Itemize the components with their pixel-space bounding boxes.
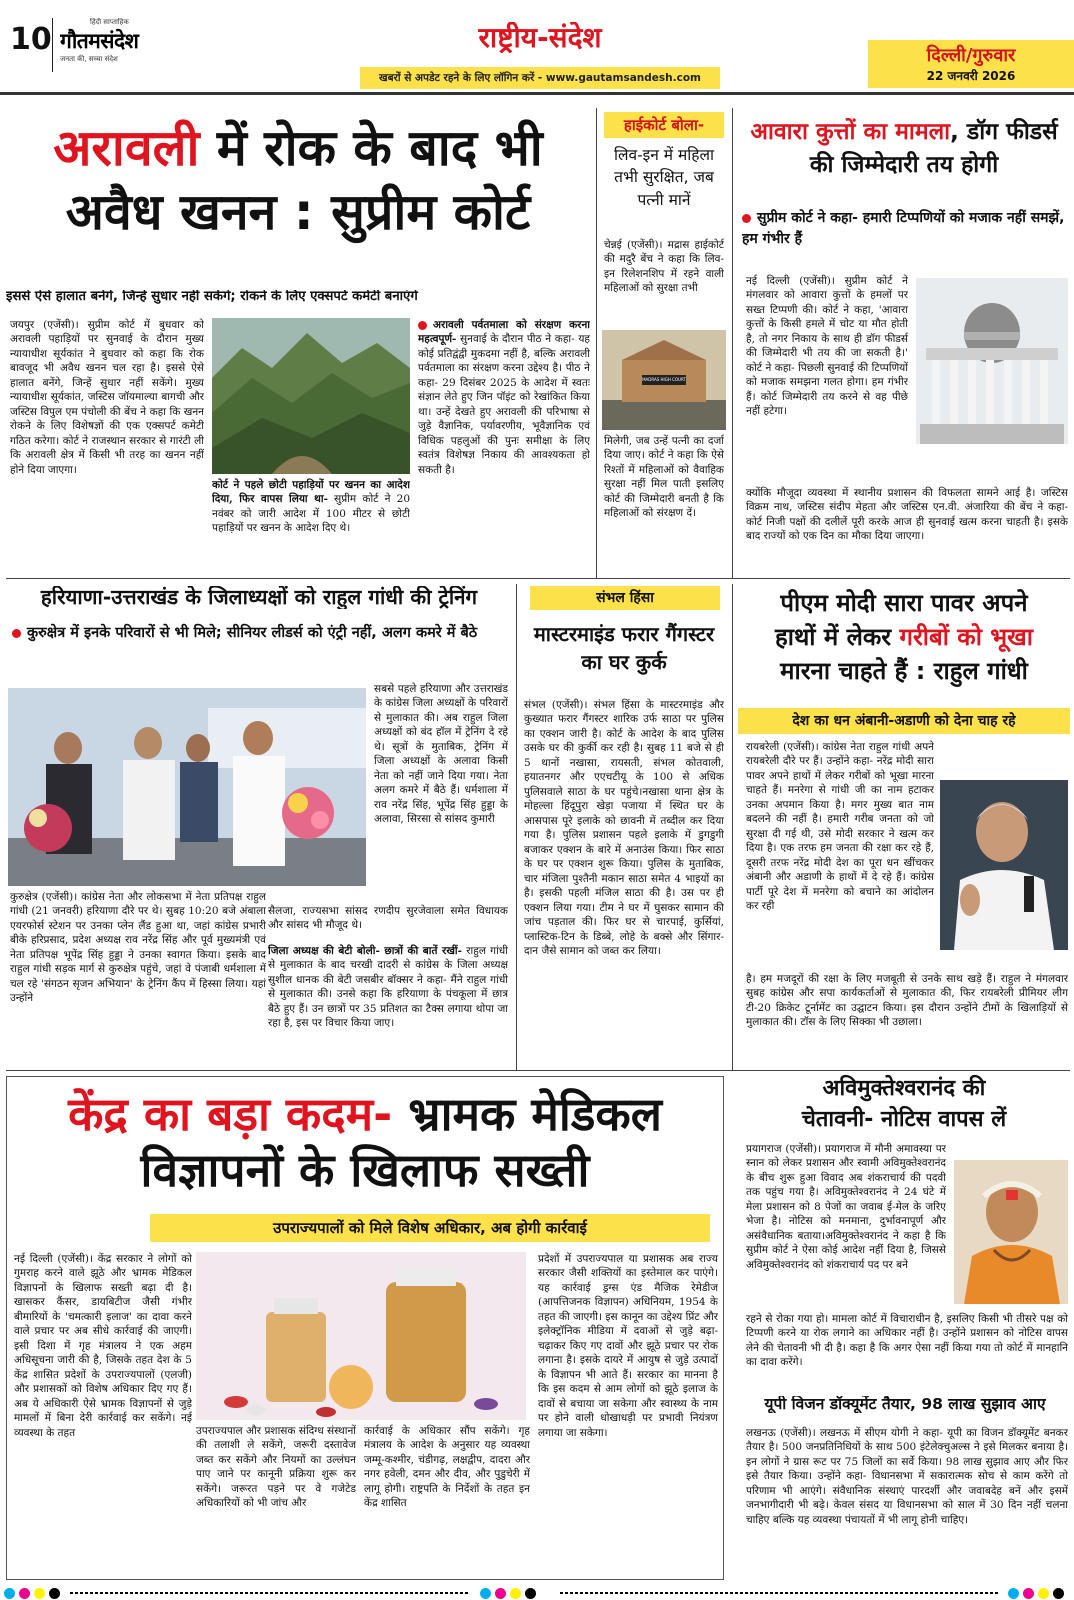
aravali-hills-photo — [212, 318, 410, 474]
supreme-court-photo — [916, 278, 1068, 444]
avimukt-headline-1: अविमुक्तेश्वरानंद की — [822, 1076, 986, 1101]
section-rule — [6, 1070, 1070, 1071]
aravali-caption-bold: कोर्ट ने पहले छोटी पहाड़ियों पर खनन का आदेश दिया, फिर वापस लिया था- — [212, 479, 410, 506]
registration-mark-icon — [1008, 1586, 1064, 1600]
col-rule — [516, 584, 517, 1070]
saint-portrait-icon — [954, 1160, 1068, 1304]
ads-headline — [10, 1086, 720, 1198]
livein-body1: चेन्नई (एजेंसी)। मद्रास हाईकोर्ट की मदुरै बेंच ने कहा कि लिव-इन रिलेशनशिप में रहने वाली महिलाओं को सुरक्षा तभी — [604, 239, 724, 295]
rahul-training-sub-text: राहुल गांधी से मुलाकात के बाद चरखी दादरी से कांग्रेस के जिला अध्यक्ष सुशील धानक की बेटी जसबीर बॉक्सर ने कहा- मैंने राहुल गांधी से मुलाकात की। उनसे कहा कि हरियाणा के पंचकूला में छात्र बैठे हुए हैं। उन छात्रों पर 35 प्रतिशत का टैक्स लगाया थोपा जा रहा है, इस पर विचार किया जाए। — [268, 945, 508, 1030]
rahul-training-sub — [268, 944, 508, 1066]
aravali-caption — [212, 478, 410, 566]
date: 22 जनवरी 2026 — [926, 69, 1016, 83]
aravali-col3-text: सुनवाई के दौरान पीठ ने कहा- यह कोई प्रतिद्वंद्वी मुकदमा नहीं है, बल्कि अरावली पर्वतमाला का संरक्षण करना उद्देश्य है। पीठ ने कहा- 29 दिसंबर 2025 के आदेश में स्वतः संज्ञान लेते हुए जिन पॉइंट को रेखांकित किया था। उन्हें देखते हुए अरावली की परिभाषा से जुड़े वैज्ञानिक, पर्यावरणीय, भूवैज्ञानिक एवं विधिक पहलुओं की पुनः समीक्षा के लिए स्वतंत्र विशेषज्ञ निकाय की आवश्यकता हो सकती है। — [418, 333, 590, 476]
avimukt-headline — [738, 1074, 1070, 1136]
rahul-training-mid: सैलजा, राज्यसभा सांसद रणदीप सुरजेवाला समेत विधायक और सांसद भी मौजूद थे। — [268, 905, 508, 932]
footer-rule — [560, 1592, 1000, 1594]
aravali-subhead: इससे ऐसे हालात बनेंगे, जिन्हें सुधार नहीं सकेंगे; रोकने के लिए एक्सपर्ट कमेटी बनाएंगे — [6, 290, 418, 304]
modi-headline-2a: हाथों में लेकर — [775, 623, 900, 652]
aravali-caption-rest: सुप्रीम कोर्ट ने 20 नवंबर को जारी आदेश में 100 मीटर से छोटी पहाड़ियों पर खनन के आदेश दिए थे। — [212, 493, 410, 535]
masthead-rule — [0, 92, 1074, 95]
modi-body2: है। हम मजदूरों की रक्षा के लिए मजबूती से उनके साथ खड़े हैं। राहुल ने मंगलवार सुबह कांग्रेस और सपा कार्यकर्ताओं से मुलाकात की, फिर रायबरेली प्रीमियर लीग टी-20 क्रिकेट टूर्नामेंट का उद्घाटन किया। इस दौरान उन्होंने टीमों के खिलाड़ियों से मुलाकात की। टॉस के लिए सिक्का भी उछाला। — [746, 973, 1068, 1029]
city-day: दिल्ली/गुरुवार — [926, 45, 1016, 66]
aravali-col1: जयपुर (एजेंसी)। सुप्रीम कोर्ट में बुधवार को अरावली पहाड़ियों पर सुनवाई के दौरान मुख्य न्यायाधीश सूर्यकांत ने बुधवार को कहा कि रोक बावजूद भी अवैध खनन चल रहा है। इससे ऐसे हालात बनेंगे, जिन्हें सुधार नहीं सकेंगे। मुख्य न्यायाधीश सूर्यकांत, जस्टिस जॉयमाल्या बागची और जस्टिस विपुल एम पंचोली की बेंच ने कहा कि खनन रोकने के लिए विशेषज्ञों की एक एक्सपर्ट कमेटी गठित करेगा। कोर्ट ने राजस्थान सरकार से गारंटी ली कि अरावली क्षेत्र में किसी भी तरह का खनन नहीं होने दिया जाएगा। — [10, 319, 204, 476]
logo-text: गौतमसंदेश — [60, 29, 139, 53]
modi-body1: रायबरेली (एजेंसी)। कांग्रेस नेता राहुल गांधी अपने रायबरेली दौरे पर हैं। उन्होंने कहा- नरेंद्र मोदी सारा पावर अपने हाथों में लेकर गरीबों को भूखा मारना चाहते हैं। मनरेगा से गांधी जी का नाम हटाकर उनका अपमान किया है। मगर मुख्य बात नाम बदलने की नहीं है। हमारी गरीब जनता को जो सुरक्षा दी गई थी, उसे मोदी सरकार ने खत्म कर दिया है। एक तरफ हम जनता की रक्षा कर रहे हैं, दूसरी तरफ नरेंद्र मोदी देश का पूरा धन खींचकर अंबानी और अडाणी के हाथों में दे रहे हैं। कांग्रेस पार्टी पूरे देश में मनरेगा को बचाने का आंदोलन कर रही — [746, 741, 934, 913]
sambhal-body: संभल (एजेंसी)। संभल हिंसा के मास्टरमाइंड और कुख्यात फरार गैंगस्टर शारिक उर्फ साठा पर पुलिस का एक्शन जारी है। कोर्ट के आदेश के बाद पुलिस उसके घर की कुर्की कर रही है। सुबह 11 बजे से ही 5 थानों नखासा, रायसती, संभल कोतवाली, हयातनगर और एएचटीयू के 100 से अधिक पुलिसवाले साठा के घर पहुंचे।नखासा थाना क्षेत्र के मोहल्ला हिंदूपुरा खेड़ा पजाया में स्थित घर के आसपास पूरे इलाके को छावनी में तब्दील कर दिया गया है। पुलिस प्रशासन पहले इलाके में डुगडुगी बजाकर एक्शन के बारे में अनाउंस किया। फिर साठा के घर पर एक्शन शुरू किया। पुलिस के मुताबिक, चार मंजिला पुश्तैनी मकान साठा समेत 4 भाइयों का है। इसकी पहली मंजिल साठा की है। उस पर ही एक्शन लिया गया। टीम ने घर में घुसकर सामान की जांच पड़ताल की। फिर घर से चारपाई, कुर्सियां, प्लास्टिक-टिन के डिब्बे, लोहे के बक्से और सिंगार-दान जैसे सामान को जब्त कर लिया। — [524, 699, 724, 958]
avimukteshwaranand-photo — [954, 1160, 1068, 1304]
registration-mark-icon — [480, 1586, 536, 1600]
supreme-court-icon — [916, 278, 1068, 444]
ads-headline-2: विज्ञापनों के खिलाफ सख्ती — [140, 1143, 590, 1198]
aravali-headline-2: अवैध खनन : सुप्रीम कोर्ट — [65, 183, 531, 241]
modi-headline-1: पीएम मोदी सारा पावर अपने — [780, 589, 1028, 617]
ads-col4: प्रदेशों में उपराज्यपाल या प्रशासक अब राज्य सरकार जैसी शक्तियों का इस्तेमाल कर पाएंगे। यह कार्रवाई ड्रग्स एंड मैजिक रेमेडीज (आपत्तिजनक विज्ञापन) अधिनियम, 1954 के तहत की जाएगी। इस कानून का उद्देश्य प्रिंट और इलेक्ट्रॉनिक मीडिया में दवाओं से जुड़े बढ़ा-चढ़ाकर किए गए दावों और झूठे प्रचार पर रोक लगाना है। इसके दायरे में आयुष से जुड़े उत्पादों के विज्ञापन भी आते हैं। सरकार का मानना है कि इस कदम से आम लोगों को झूठे इलाज के दावों से बचाया जा सकेगा और स्वास्थ्य के नाम पर होने वाली धोखाधड़ी पर प्रभावी नियंत्रण लगाया जा सकेगा। — [538, 1253, 718, 1439]
livein-body2: मिलेगी, जब उन्हें पत्नी का दर्जा दिया जाए। कोर्ट ने कहा कि ऐसे रिश्तों में महिलाओं को वैवाहिक सुरक्षा नहीं मिल पाती इसलिए कोर्ट की जिम्मेदारी बनती है कि महिलाओं को संरक्षण दें। — [604, 435, 724, 520]
sambhal-headline: मास्टरमाइंड फरार गैंगस्टर का घर कुर्क — [533, 622, 715, 675]
bullet-dot-icon — [12, 625, 27, 641]
rahul-welcome-photo — [8, 688, 366, 886]
speaker-photo-icon — [940, 780, 1068, 950]
ticker[interactable]: खबरों से अपडेट रहने के लिए लॉगिन करें - www.gautamsandesh.com — [360, 67, 720, 89]
aravali-headline — [6, 116, 590, 244]
ads-headline-red: केंद्र का बड़ा कदम- — [68, 1087, 393, 1141]
col-rule — [732, 108, 733, 578]
page-number: 10 — [10, 22, 52, 57]
dogs-body1: नई दिल्ली (एजेंसी)। सुप्रीम कोर्ट ने मंगलवार को आवारा कुत्तों के हमलों पर सख्त टिप्पणी की। कोर्ट ने कहा, 'आवारा कुत्तों के किसी हमले में चोट या मौत होती है, तो नगर निकाय के साथ ही डॉग फीडर्स की जिम्मेदारी भी तय की जा सकती है।' कोर्ट ने कहा- पिछली सुनवाई की टिप्पणियों को मजाक समझना गलत होगा। हम गंभीर हैं। कोर्ट जिम्मेदारी तय करने से वह पीछे नहीं हटेगा। — [746, 275, 908, 418]
section-rule — [6, 578, 1070, 579]
medicine-bottles-photo — [196, 1252, 526, 1420]
bullet-dot-icon — [742, 210, 757, 226]
bullet-dot-icon — [418, 319, 433, 331]
madras-high-court-photo — [602, 330, 726, 430]
logo-sub: जनता की, सच्चा संदेश — [60, 55, 118, 63]
crowd-photo-icon — [8, 688, 366, 886]
aravali-col3-bold: अरावली पर्वतमाला को संरक्षण करना महत्वपूर्ण- — [418, 319, 590, 346]
modi-headline — [738, 586, 1070, 688]
dogs-body2: क्योंकि मौजूदा व्यवस्था में स्थानीय प्रशासन की विफलता सामने आई है। जस्टिस विक्रम नाथ, जस्टिस संदीप मेहता और जस्टिस एन.वी. अंजारिया की बेंच ने कहा- कोर्ट निजी पक्षों की दलीलें पूरी करके आज ही सुनवाई खत्म करना चाहती है। इसके बाद राज्यों को एक दिन का मौका दिया जाएगा। — [746, 487, 1068, 543]
dogs-headline-rest: , डॉग फीडर्स की जिम्मेदारी तय होगी — [809, 119, 1058, 178]
avimukt-body2: रहने से रोका गया हो। मामला कोर्ट में विचाराधीन है, इसलिए किसी भी तीसरे पक्ष को टिप्पणी करने या रोक लगाने का अधिकार नहीं है। उन्होंने प्रशासन को नोटिस वापस लेने की चेतावनी भी दी है। कहा है कि अगर ऐसा नहीं किया गया तो कोर्ट में मानहानि का दावा करेंगे। — [746, 1313, 1068, 1369]
rahul-training-bullet-text: कुरुक्षेत्र में इनके परिवारों से भी मिले; सीनियर लीडर्स को एंट्री नहीं, अलग कमरे में बैठे — [27, 625, 478, 641]
up-headline: यूपी विजन डॉक्यूमेंट तैयार, 98 लाख सुझाव आए — [764, 1396, 1046, 1413]
modi-subhead: देश का धन अंबानी-अडाणी को देना चाह रहे — [738, 708, 1070, 734]
footer-rule — [70, 1592, 470, 1594]
logo — [60, 18, 190, 74]
ads-subhead: उपराज्यपालों को मिले विशेष अधिकार, अब होगी कार्रवाई — [150, 1214, 710, 1242]
rahul-speech-photo — [940, 780, 1068, 950]
ads-col3: कार्रवाई के अधिकार सौंप सकेंगे। गृह मंत्रालय के आदेश के अनुसार यह व्यवस्था जम्मू-कश्मीर, चंडीगढ़, लक्षद्वीप, दादरा और नगर हवेली, दमन और दीव, और पुडुचेरी में लागू होगी। राष्ट्रपति के निर्देशों के तहत इन केंद्र शासित — [364, 1425, 530, 1510]
modi-headline-2-red: गरीबों को भूखा — [899, 623, 1033, 652]
date-box — [868, 40, 1074, 88]
aravali-headline-red: अरावली — [53, 119, 200, 177]
dogs-bullet — [742, 208, 1070, 250]
registration-mark-icon — [4, 1586, 60, 1600]
dogs-headline — [738, 116, 1070, 181]
livein-headline: लिव-इन में महिला तभी सुरक्षित, जब पत्नी मानें — [613, 146, 715, 209]
rahul-training-col-right: सबसे पहले हरियाणा और उत्तराखंड के कांग्रेस जिला अध्यक्षों के परिवारों से मुलाकात की। अब राहुल जिला अध्यक्षों को बंद हॉल में ट्रेनिंग दे रहे थे। सूत्रों के मुताबिक, ट्रेनिंग में जिला अध्यक्षों के अलावा किसी नेता को नहीं जाने दिया गया। नेता अलग कमरे में बैठे हैं। धर्मशाला में राव नरेंद्र सिंह, भूपेंद्र सिंह हुड्डा के अलावा, सिरसा से सांसद कुमारी — [374, 683, 508, 826]
up-body: लखनऊ (एजेंसी)। लखनऊ में सीएम योगी ने कहा- यूपी का विजन डॉक्यूमेंट बनकर तैयार है। 500 जनप्रतिनिधियों के साथ 500 इंटेलेक्चुअल्स ने इसे मिलकर बनाया है। इन लोगों ने ग्रास रूट पर 75 जिलों का सर्वे किया। 98 लाख सुझाव आए और फिर इसे तैयार किया। उन्होंने कहा- विधानसभा में सकारात्मक सोच से काम करेंगे तो परिणाम भी आएंगे। संवैधानिक संस्थाएं पारदर्शी और जवाबदेह बनें और इसमें जनभागीदारी भी बढ़े। केवल संसद या विधानसभा को साल में 30 दिन नहीं चलना चाहिए बल्कि यह व्यवस्था पंचायतों में भी लागू होनी चाहिए। — [746, 1427, 1068, 1526]
mountain-icon — [212, 318, 410, 474]
pill-bottles-icon — [196, 1252, 526, 1420]
modi-headline-3: मारना चाहते हैं : राहुल गांधी — [780, 657, 1028, 686]
section-title: राष्ट्रीय-संदेश — [478, 22, 602, 54]
masthead-divider — [52, 18, 53, 72]
ads-headline-rest: भ्रामक मेडिकल — [392, 1087, 662, 1141]
rahul-training-sub-bold: जिला अध्यक्ष की बेटी बोली- छात्रों की बातें रखीं- — [268, 945, 463, 957]
logo-tagline: हिंदी साप्ताहिक — [90, 18, 129, 26]
rahul-training-headline: हरियाणा-उत्तराखंड के जिलाध्यक्षों को राहुल गांधी की ट्रेनिंग — [40, 586, 478, 609]
col-rule — [732, 584, 733, 1070]
rahul-training-bullet — [12, 622, 508, 644]
ads-col2: उपराज्यपाल और प्रशासक संदिग्ध संस्थानों की तलाशी ले सकेंगे, जरूरी दस्तावेज जब्त कर सकेंगे और नियमों का उल्लंघन पाए जाने पर कानूनी प्रक्रिया शुरू कर सकेंगे। जरूरत पड़ने पर वे गजेटेड अधिकारियों को भी जांच और — [196, 1425, 356, 1510]
dogs-headline-red: आवारा कुत्तों का मामला — [750, 119, 951, 145]
rahul-training-col-left: कुरुक्षेत्र (एजेंसी)। कांग्रेस नेता और लोकसभा में नेता प्रतिपक्ष राहुल गांधी (21 जनवरी) हरियाणा दौरे पर थे। सुबह 10:20 बजे अंबाला एयरफोर्स स्टेशन पर उनका प्लेन लैंड हुआ था, जहां कांग्रेस प्रभारी बीके हरिप्रसाद, प्रदेश अध्यक्ष राव नरेंद्र सिंह और पूर्व मुख्यमंत्री एवं नेता प्रतिपक्ष भूपेंद्र सिंह हुड्डा ने उनका स्वागत किया। इसके बाद राहुल गांधी सड़क मार्ग से कुरुक्षेत्र पहुंचे, जहां वे पंजाबी धर्मशाला में चल रहे 'संगठन सृजन अभियान' के ट्रेनिंग कैंप में हिस्सा लिया। यहां उन्होंने — [10, 891, 266, 1005]
avimukt-headline-2: चेतावनी- नोटिस वापस लें — [801, 1106, 1007, 1132]
col-rule — [596, 108, 597, 578]
aravali-col3 — [418, 318, 590, 572]
dogs-bullet-text: सुप्रीम कोर्ट ने कहा- हमारी टिप्पणियों को मजाक नहीं समझें, हम गंभीर हैं — [742, 210, 1065, 247]
avimukt-body1: प्रयागराज (एजेंसी)। प्रयागराज में मौनी अमावस्या पर स्नान को लेकर प्रशासन और स्वामी अविमुक्तेश्वरानंद के बीच शुरू हुआ विवाद अब शंकराचार्य की पदवी तक पहुंच गया है। अविमुक्तेश्वरानंद ने 24 घंटे में मेला प्रशासन को 8 पेजों का जवाब ई-मेल के जरिए भेजा है। नोटिस को मनमाना, दुर्भावनापूर्ण और असंवैधानिक बताया।अविमुक्तेश्वरानंद ने कहा है कि सुप्रीम कोर्ट ने ऐसा कोई आदेश नहीं दिया है, जिससे अविमुक्तेश्वरानंद को शंकराचार्य पद पर बने — [746, 1143, 946, 1271]
court-sign: MADRAS HIGH COURT — [642, 377, 686, 382]
livein-kicker: हाईकोर्ट बोला- — [604, 112, 724, 138]
aravali-headline-rest: में रोक के बाद भी — [199, 119, 543, 177]
ads-col1: नई दिल्ली (एजेंसी)। केंद्र सरकार ने लोगों को गुमराह करने वाले झूठे और भ्रामक मेडिकल विज्ञापनों के खिलाफ सख्ती बढ़ा दी है। खासकर कैंसर, डायबिटीज जैसी गंभीर बीमारियों के 'चमत्कारी इलाज' का दावा करने वाले प्रचार पर अब सीधे कार्रवाई की जाएगी। इसी दिशा में गृह मंत्रालय ने एक अहम अधिसूचना जारी की है, जिसके तहत देश के 5 केंद्र शासित प्रदेशों के उपराज्यपालों (एलजी) और प्रशासकों को विशेष अधिकार दिए गए हैं। अब ये अधिकारी ऐसे भ्रामक विज्ञापनों से जुड़े मामलों में बिना देरी कार्रवाई कर सकेंगे। नई व्यवस्था के तहत — [14, 1253, 192, 1439]
sambhal-kicker: संभल हिंसा — [530, 586, 720, 610]
